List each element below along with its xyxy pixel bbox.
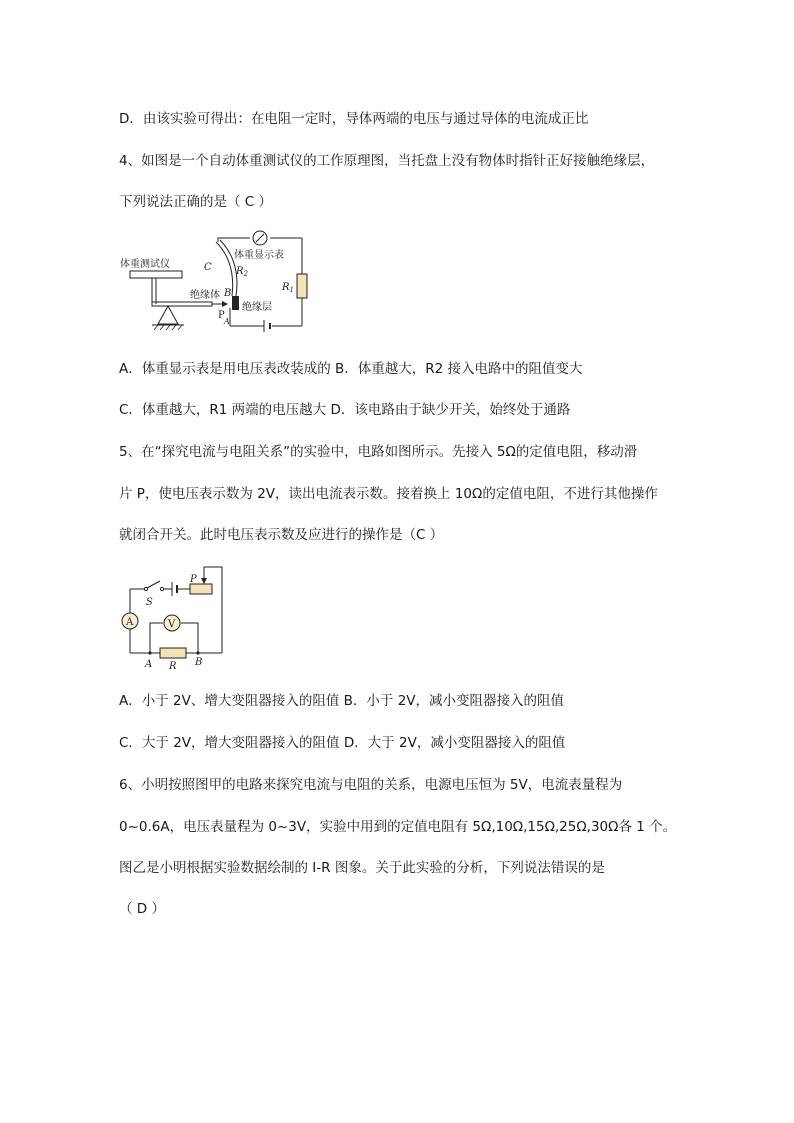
insulation-layer bbox=[232, 296, 239, 310]
question-4-options-ab: A．体重显示表是用电压表改装成的 B．体重越大，R2 接入电路中的阻值变大 bbox=[119, 361, 583, 377]
device-label: 体重测试仪 bbox=[120, 259, 170, 270]
question-5-stem-line-3: 就闭合开关。此时电压表示数及应进行的操作是（C ） bbox=[119, 527, 444, 543]
rheostat-slider-wire bbox=[204, 567, 222, 653]
ammeter-label: A bbox=[126, 617, 134, 628]
question-6-answer: （ D ） bbox=[119, 901, 165, 917]
resistor-r1 bbox=[297, 274, 307, 298]
resistor-r bbox=[160, 648, 186, 658]
question-6-stem-line-3: 图乙是小明根据实验数据绘制的 I-R 图象。关于此实验的分析，下列说法错误的是 bbox=[119, 860, 605, 876]
label-c: C bbox=[204, 262, 212, 273]
insulator-label: 绝缘体 bbox=[190, 290, 220, 301]
question-6-stem-line-2: 0~0.6A，电压表量程为 0~3V，实验中用到的定值电阻有 5Ω,10Ω,15Ω,25Ω,30Ω各 1 个。 bbox=[119, 819, 677, 835]
pointer-arrowhead bbox=[222, 301, 228, 307]
label-b: B bbox=[195, 657, 203, 668]
current-resistance-circuit-diagram bbox=[118, 561, 228, 673]
question-4-options-cd: C．体重越大，R1 两端的电压越大 D．该电路由于缺少开关，始终处于通路 bbox=[119, 402, 571, 418]
voltmeter-label: V bbox=[168, 619, 176, 630]
label-p: P bbox=[190, 574, 197, 585]
label-b: B bbox=[224, 288, 232, 299]
switch-contact bbox=[160, 587, 163, 590]
wire-top bbox=[218, 238, 250, 241]
question-5-stem-line-2: 片 P，使电压表示数为 2V，读出电流表示数。接着换上 10Ω的定值电阻，不进行其他操作 bbox=[119, 486, 658, 502]
label-a: A bbox=[224, 317, 230, 326]
rheostat bbox=[190, 584, 212, 594]
pivot-triangle bbox=[158, 306, 178, 324]
display-label: 体重显示表 bbox=[234, 250, 284, 261]
label-r1: $R_1$ bbox=[282, 282, 294, 294]
weight-tester-circuit-diagram bbox=[118, 226, 314, 338]
question-3-option-d: D．由该实验可得出：在电阻一定时，导体两端的电压与通过导体的电流成正比 bbox=[119, 111, 589, 127]
question-6-stem-line-1: 6、小明按照图甲的电路来探究电流与电阻的关系，电源电压恒为 5V，电流表量程为 bbox=[119, 777, 623, 793]
label-p: P bbox=[218, 310, 225, 321]
question-5-stem-line-1: 5、在“探究电流与电阻关系”的实验中，电路如图所示。先接入 5Ω的定值电阻，移动滑 bbox=[119, 444, 638, 460]
insulation-layer-label: 绝缘层 bbox=[242, 302, 272, 313]
switch-blade bbox=[147, 581, 160, 588]
label-s: S bbox=[146, 597, 153, 608]
question-4-stem-line-2: 下列说法正确的是（ C ） bbox=[119, 194, 273, 210]
question-4-stem-line-1: 4、如图是一个自动体重测试仪的工作原理图，当托盘上没有物体时指针正好接触绝缘层， bbox=[119, 153, 655, 169]
label-r: R bbox=[169, 661, 177, 672]
question-5-options-ab: A．小于 2V、增大变阻器接入的阻值 B．小于 2V，减小变阻器接入的阻值 bbox=[119, 693, 565, 709]
label-a: A bbox=[145, 659, 153, 670]
insulator-lever bbox=[152, 302, 212, 306]
label-r2: $R_2$ bbox=[236, 266, 248, 278]
tray-plate bbox=[130, 271, 182, 278]
rheostat-slider-arrow bbox=[201, 578, 207, 584]
question-5-options-cd: C．大于 2V，增大变阻器接入的阻值 D．大于 2V，减小变阻器接入的阻值 bbox=[119, 735, 566, 751]
